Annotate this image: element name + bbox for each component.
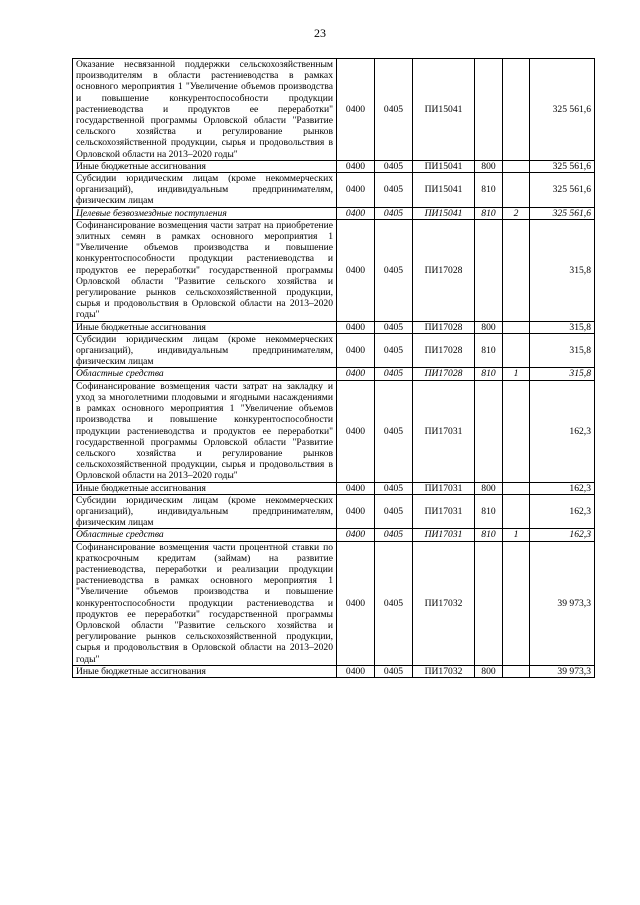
target-article-code: ПИ17028: [413, 219, 475, 321]
expense-type-code: 800: [475, 665, 503, 677]
funding-source-code: [503, 333, 530, 368]
amount: 325 561,6: [530, 207, 595, 219]
row-name: Иные бюджетные ассигнования: [73, 665, 337, 677]
expense-type-code: 800: [475, 321, 503, 333]
funding-source-code: [503, 59, 530, 161]
section-code: 0400: [337, 665, 375, 677]
funding-source-code: [503, 665, 530, 677]
amount: 325 561,6: [530, 160, 595, 172]
target-article-code: ПИ17031: [413, 380, 475, 482]
row-name: Субсидии юридическим лицам (кроме некоммерческих организаций), индивидуальным предпринимателям, физическим лицам: [73, 333, 337, 368]
subsection-code: 0405: [375, 321, 413, 333]
expense-type-code: [475, 541, 503, 665]
table-row: [73, 219, 595, 321]
row-name: Иные бюджетные ассигнования: [73, 160, 337, 172]
table-row: [73, 665, 595, 677]
amount: 315,8: [530, 368, 595, 380]
row-name: Софинансирование возмещения части процентной ставки по краткосрочным кредитам (займам) на развитие растениеводства, переработки и реализации продукции растениеводства в рамках основного мероприятия 1 "Увеличение объемов производства и повышение конкурентоспособности продукции растениеводства и продуктов ее переработки" государственной программы Орловской области "Развитие сельского хозяйства и регулирование рынков сельскохозяйственной продукции, сырья и продовольствия в Орловской области на 2013–2020 годы": [73, 541, 337, 665]
section-code: 0400: [337, 494, 375, 529]
section-code: 0400: [337, 541, 375, 665]
subsection-code: 0405: [375, 173, 413, 208]
subsection-code: 0405: [375, 482, 413, 494]
budget-table-body: [73, 59, 595, 678]
table-row: [73, 541, 595, 665]
expense-type-code: 810: [475, 529, 503, 541]
funding-source-code: [503, 482, 530, 494]
subsection-code: 0405: [375, 494, 413, 529]
target-article-code: ПИ15041: [413, 160, 475, 172]
row-name: Иные бюджетные ассигнования: [73, 321, 337, 333]
target-article-code: ПИ17028: [413, 368, 475, 380]
funding-source-code: [503, 380, 530, 482]
table-row: [73, 59, 595, 161]
target-article-code: ПИ17031: [413, 529, 475, 541]
table-row: [73, 494, 595, 529]
funding-source-code: [503, 219, 530, 321]
section-code: 0400: [337, 380, 375, 482]
section-code: 0400: [337, 482, 375, 494]
table-row: [73, 207, 595, 219]
amount: 162,3: [530, 482, 595, 494]
subsection-code: 0405: [375, 333, 413, 368]
section-code: 0400: [337, 333, 375, 368]
row-name: Иные бюджетные ассигнования: [73, 482, 337, 494]
subsection-code: 0405: [375, 207, 413, 219]
funding-source-code: [503, 160, 530, 172]
row-name: Софинансирование возмещения части затрат на приобретение элитных семян в рамках основного мероприятия 1 "Увеличение объемов производства и повышение конкурентоспособности продукции растениеводства и продуктов ее переработки" государственной программы Орловской области "Развитие сельского хозяйства и регулирование рынков сельскохозяйственной продукции, сырья и продовольствия в Орловской области на 2013–2020 годы": [73, 219, 337, 321]
subsection-code: 0405: [375, 380, 413, 482]
row-name: Областные средства: [73, 529, 337, 541]
section-code: 0400: [337, 173, 375, 208]
section-code: 0400: [337, 321, 375, 333]
funding-source-code: [503, 494, 530, 529]
amount: 162,3: [530, 380, 595, 482]
target-article-code: ПИ17032: [413, 665, 475, 677]
amount: 162,3: [530, 529, 595, 541]
amount: 315,8: [530, 219, 595, 321]
row-name: Оказание несвязанной поддержки сельскохозяйственным производителям в области растениеводства в рамках основного мероприятия 1 "Увеличение объемов производства и повышение конкурентоспособности продукции растениеводства и продуктов ее переработки" государственной программы Орловской области "Развитие сельского хозяйства и регулирование рынков сельскохозяйственной продукции, сырья и продовольствия в Орловской области на 2013–2020 годы": [73, 59, 337, 161]
table-row: [73, 368, 595, 380]
section-code: 0400: [337, 219, 375, 321]
row-name: Субсидии юридическим лицам (кроме некоммерческих организаций), индивидуальным предпринимателям, физическим лицам: [73, 494, 337, 529]
section-code: 0400: [337, 368, 375, 380]
target-article-code: ПИ17028: [413, 321, 475, 333]
subsection-code: 0405: [375, 541, 413, 665]
subsection-code: 0405: [375, 665, 413, 677]
budget-table: [72, 58, 595, 678]
table-row: [73, 333, 595, 368]
expense-type-code: 810: [475, 173, 503, 208]
section-code: 0400: [337, 529, 375, 541]
subsection-code: 0405: [375, 529, 413, 541]
target-article-code: ПИ15041: [413, 173, 475, 208]
target-article-code: ПИ15041: [413, 59, 475, 161]
target-article-code: ПИ15041: [413, 207, 475, 219]
expense-type-code: 800: [475, 482, 503, 494]
expense-type-code: [475, 59, 503, 161]
subsection-code: 0405: [375, 160, 413, 172]
table-row: [73, 380, 595, 482]
amount: 315,8: [530, 321, 595, 333]
expense-type-code: [475, 380, 503, 482]
amount: 325 561,6: [530, 59, 595, 161]
table-row: [73, 529, 595, 541]
funding-source-code: [503, 173, 530, 208]
target-article-code: ПИ17031: [413, 494, 475, 529]
table-row: [73, 482, 595, 494]
subsection-code: 0405: [375, 59, 413, 161]
expense-type-code: 810: [475, 207, 503, 219]
row-name: Субсидии юридическим лицам (кроме некоммерческих организаций), индивидуальным предпринимателям, физическим лицам: [73, 173, 337, 208]
funding-source-code: 1: [503, 368, 530, 380]
amount: 315,8: [530, 333, 595, 368]
funding-source-code: [503, 541, 530, 665]
amount: 325 561,6: [530, 173, 595, 208]
expense-type-code: 810: [475, 494, 503, 529]
section-code: 0400: [337, 160, 375, 172]
table-row: [73, 160, 595, 172]
page-number: 23: [314, 26, 326, 40]
expense-type-code: 810: [475, 333, 503, 368]
section-code: 0400: [337, 59, 375, 161]
amount: 162,3: [530, 494, 595, 529]
row-name: Софинансирование возмещения части затрат на закладку и уход за многолетними плодовыми и ягодными насаждениями в рамках основного мероприятия 1 "Увеличение объемов производства и повышение конкурентоспособности продукции растениеводства и продуктов ее переработки" государственной программы Орловской области "Развитие сельского хозяйства и регулирование рынков сельскохозяйственной продукции, сырья и продовольствия в Орловской области на 2013–2020 годы": [73, 380, 337, 482]
table-row: [73, 173, 595, 208]
amount: 39 973,3: [530, 541, 595, 665]
expense-type-code: [475, 219, 503, 321]
table-row: [73, 321, 595, 333]
row-name: Целевые безвозмездные поступления: [73, 207, 337, 219]
funding-source-code: [503, 321, 530, 333]
target-article-code: ПИ17031: [413, 482, 475, 494]
subsection-code: 0405: [375, 219, 413, 321]
expense-type-code: 810: [475, 368, 503, 380]
row-name: Областные средства: [73, 368, 337, 380]
subsection-code: 0405: [375, 368, 413, 380]
target-article-code: ПИ17028: [413, 333, 475, 368]
funding-source-code: 1: [503, 529, 530, 541]
section-code: 0400: [337, 207, 375, 219]
expense-type-code: 800: [475, 160, 503, 172]
funding-source-code: 2: [503, 207, 530, 219]
target-article-code: ПИ17032: [413, 541, 475, 665]
amount: 39 973,3: [530, 665, 595, 677]
